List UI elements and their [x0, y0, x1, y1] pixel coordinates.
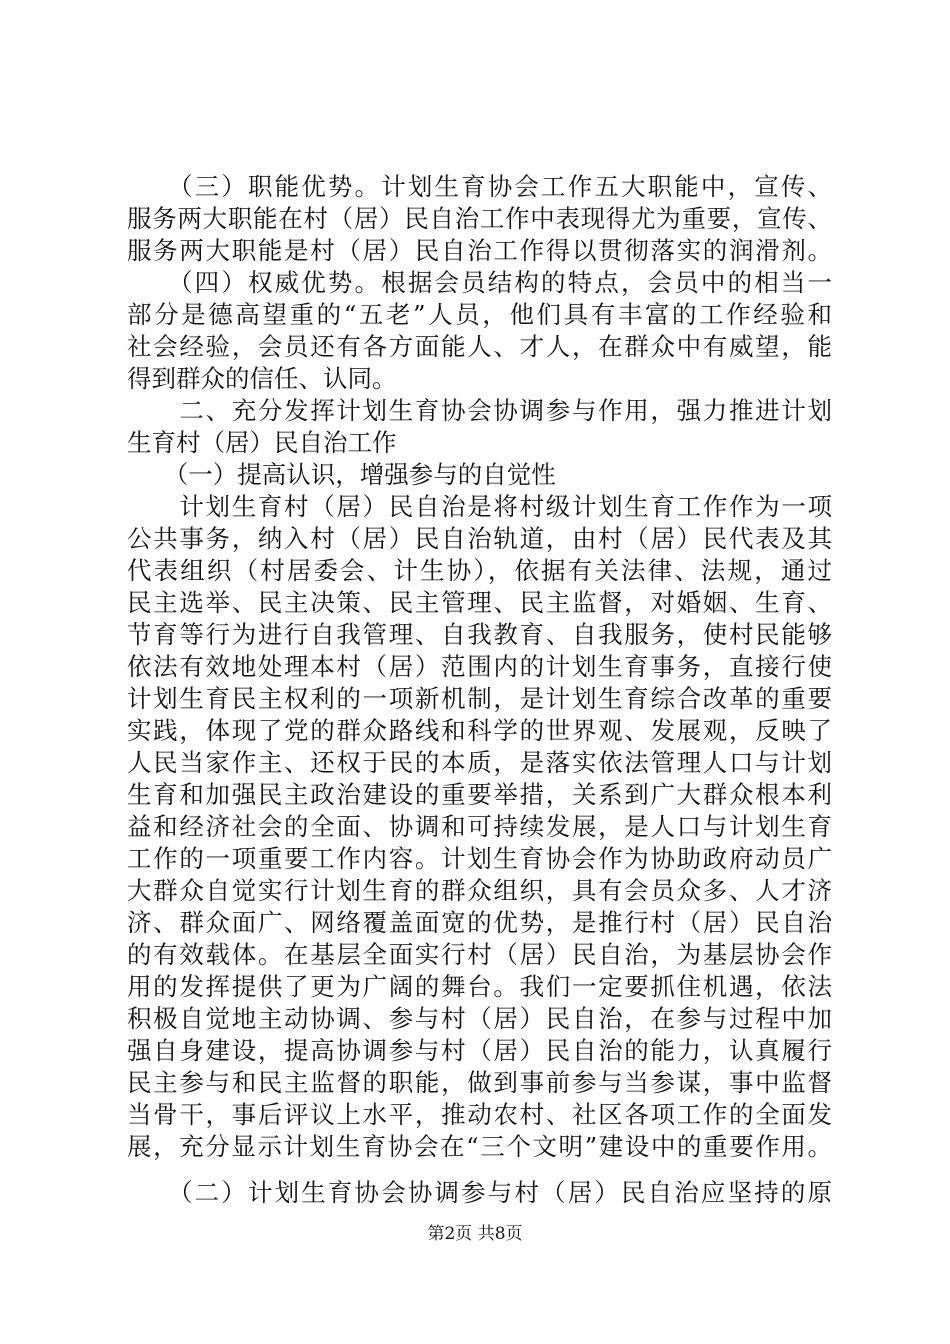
text-line: 用的发挥提供了更为广阔的舞台。我们一定要抓住机遇，依法 [127, 972, 832, 1001]
text-line: 生育和加强民主政治建设的重要举措，关系到广大群众根本利 [127, 780, 832, 809]
text-line: 依法有效地处理本村（居）范围内的计划生育事务，直接行使 [127, 652, 832, 681]
text-line: 社会经验，会员还有各方面能人、才人，在群众中有威望，能 [127, 332, 832, 361]
text-line: 强自身建设，提高协调参与村（居）民自治的能力，认真履行 [127, 1036, 832, 1065]
text-line: 实践，体现了党的群众路线和科学的世界观、发展观，反映了 [127, 716, 832, 745]
text-line: （四）权威优势。根据会员结构的特点，会员中的相当一 [127, 268, 832, 297]
text-line: 服务两大职能在村（居）民自治工作中表现得尤为重要，宣传、 [127, 204, 832, 233]
text-line: 的有效载体。在基层全面实行村（居）民自治，为基层协会作 [127, 940, 832, 969]
text-line: 计划生育村（居）民自治是将村级计划生育工作作为一项 [127, 492, 832, 521]
text-line: 服务两大职能是村（居）民自治工作得以贯彻落实的润滑剂。 [127, 236, 832, 265]
text-line: 益和经济社会的全面、协调和可持续发展，是人口与计划生育 [127, 812, 832, 841]
text-line: （一）提高认识，增强参与的自觉性 [127, 460, 556, 489]
text-line: 人民当家作主、还权于民的本质，是落实依法管理人口与计划 [127, 748, 832, 777]
text-line: （三）职能优势。计划生育协会工作五大职能中，宣传、 [127, 172, 832, 201]
page-number: 第2页 共8页 [427, 1224, 523, 1244]
text-line: 二、充分发挥计划生育协会协调参与作用，强力推进计划 [127, 396, 832, 425]
text-line: 节育等行为进行自我管理、自我教育、自我服务，使村民能够 [127, 620, 832, 649]
text-line: 济、群众面广、网络覆盖面宽的优势，是推行村（居）民自治 [127, 908, 832, 937]
text-line: 积极自觉地主动协调、参与村（居）民自治，在参与过程中加 [127, 1004, 832, 1033]
text-line: 生育村（居）民自治工作 [127, 428, 397, 457]
text-line: 民主选举、民主决策、民主管理、民主监督，对婚姻、生育、 [127, 588, 832, 617]
text-line: （二）计划生育协会协调参与村（居）民自治应坚持的原 [127, 1178, 832, 1207]
text-line: 大群众自觉实行计划生育的群众组织，具有会员众多、人才济 [127, 876, 832, 905]
text-line: 展，充分显示计划生育协会在“三个文明”建设中的重要作用。 [127, 1132, 832, 1161]
text-line: 计划生育民主权利的一项新机制，是计划生育综合改革的重要 [127, 684, 832, 713]
text-line: 代表组织（村居委会、计生协），依据有关法律、法规，通过 [127, 556, 832, 585]
text-line: 民主参与和民主监督的职能，做到事前参与当参谋，事中监督 [127, 1068, 832, 1097]
text-line: 得到群众的信任、认同。 [127, 364, 397, 393]
text-line: 当骨干，事后评议上水平，推动农村、社区各项工作的全面发 [127, 1100, 832, 1129]
text-line: 部分是德高望重的“五老”人员，他们具有丰富的工作经验和 [127, 300, 832, 329]
text-line: 公共事务，纳入村（居）民自治轨道，由村（居）民代表及其 [127, 524, 832, 553]
text-line: 工作的一项重要工作内容。计划生育协会作为协助政府动员广 [127, 844, 832, 873]
